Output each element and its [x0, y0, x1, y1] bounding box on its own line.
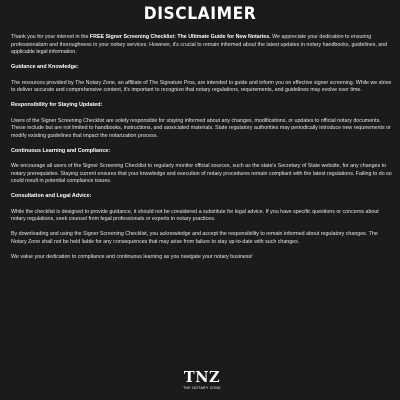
logo-subtitle: THE NOTARY ZONE: [183, 386, 221, 390]
section-heading-guidance: Guidance and Knowledge:: [11, 64, 79, 71]
intro-paragraph: [11, 34, 393, 57]
section-heading-continuous-learning: Continuous Learning and Compliance:: [11, 147, 111, 154]
closing-paragraph: We value your dedication to compliance and continuous learning as you navigate your notary business!: [11, 254, 253, 261]
acknowledgement-paragraph: By downloading and using the Signer Screening Checklist, you acknowledge and accept the responsibility to remain informed about regulatory changes. The Notary Zone shall not be held liable for any consequences that may arise from failure to stay up-to-date with such changes.: [11, 231, 378, 246]
notary-zone-logo: [182, 371, 222, 395]
checklist-title: FREE Signer Screening Checklist: The Ultimate Guide for New Notaries.: [89, 34, 271, 40]
section-heading-consultation: Consultation and Legal Advice:: [11, 193, 92, 200]
disclaimer-page: [11, 0, 393, 400]
intro-text-end: We appreciate your dedication to ensuring professionalism and thoroughness in your notary services. However, it's crucial to remain informed about the latest updates in notary handbooks, guidelines, and applicable legal information.: [11, 34, 388, 56]
guidance-paragraph: The resources provided by The Notary Zone, an affiliate of The Signature Pros, are intended to guide and inform you on effective signer screening. While we strive to deliver accurate and comprehensive content, it's important to recognize that notary regulations, requirements, and guidelines may evolve over time.: [11, 79, 392, 94]
page-title: DISCLAIMER: [143, 4, 257, 23]
section-heading-responsibility: Responsibility for Staying Updated:: [11, 102, 103, 109]
responsibility-paragraph: Users of the Signer Screening Checklist are solely responsible for staying informed about any changes, modifications, or updates to official notary documents. These include but are not limited to handbooks, instructions, and associated materials. State regulatory authorities may periodically introduce new requirements or modify existing guidelines that impact the notarization process.: [11, 117, 391, 139]
disclaimer-body: [11, 34, 393, 269]
continuous-learning-paragraph: We encourage all users of the Signer Screening Checklist to regularly monitor official sources, such as the state's Secretary of State website, for any changes to notary prerequisites. Staying current ensures that your knowledge and execution of notary procedures remain compliant with the latest regulations. Failing to do so could result in potential compliance issues.: [11, 163, 392, 185]
consultation-paragraph: While the checklist is designed to provide guidance, it should not be considered a substitute for legal advice. If you have specific questions or concerns about notary regulations, seek counsel from legal professionals or experts in notary practices.: [11, 208, 379, 223]
intro-text-start: Thank you for your interest in the: [11, 34, 90, 40]
logo-mark: TNZ: [183, 369, 221, 386]
